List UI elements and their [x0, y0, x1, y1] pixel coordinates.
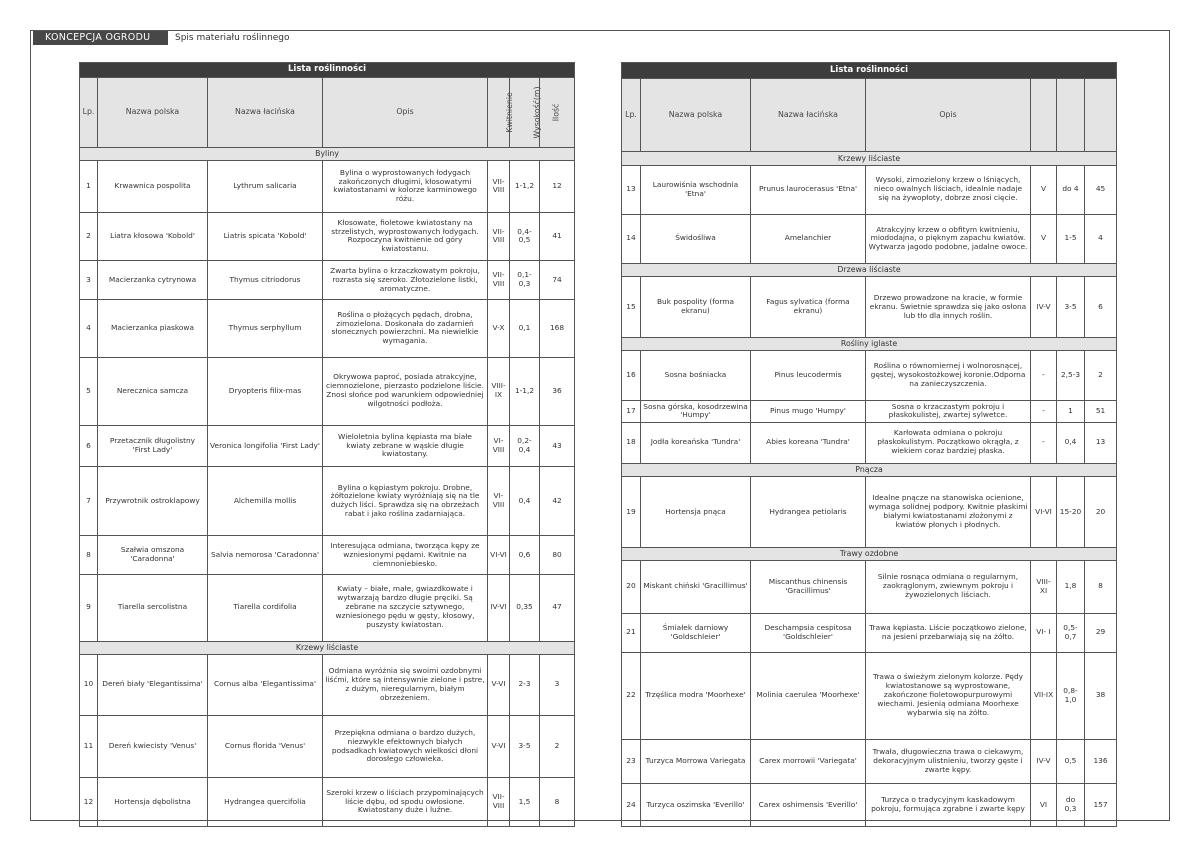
- cell-description: Szeroki krzew o liściach przypominających liście dębu, od spodu owłosione. Kwiatostany duże i luźne.: [323, 777, 488, 826]
- cell-quantity: 42: [540, 467, 575, 536]
- cell-lp: 5: [80, 357, 98, 425]
- cell-latin-name: Alchemilla mollis: [208, 467, 323, 536]
- table-row: [80, 467, 575, 536]
- cell-quantity: 168: [540, 300, 575, 357]
- cell-height: 0,5: [1057, 739, 1085, 784]
- col-polish-name-header: Nazwa polska: [641, 78, 751, 152]
- cell-latin-name: Hydrangea petiolaris: [751, 477, 866, 547]
- cell-polish-name: Buk pospolity (forma ekranu): [641, 277, 751, 337]
- cell-flowering: IV-V: [1031, 739, 1057, 784]
- category-row: [80, 641, 575, 654]
- table-header-row: [622, 78, 1117, 152]
- cell-description: Atrakcyjny krzew o obfitym kwitnieniu, miododajna, o pięknym zapachu kwiatów. Wytwarza jagodo podobne, jadalne owoce.: [866, 214, 1031, 263]
- cell-flowering: VI: [1031, 784, 1057, 827]
- cell-lp: 10: [80, 654, 98, 716]
- cell-description: Zwarta bylina o krzaczkowatym pokroju, rozrasta się szeroko. Złotozielone listki, aromatyczne.: [323, 260, 488, 299]
- category-row: [622, 463, 1117, 476]
- cell-polish-name: Macierzanka piaskowa: [98, 300, 208, 357]
- cell-polish-name: Przetacznik długolistny 'First Lady': [98, 425, 208, 466]
- table-row: [80, 357, 575, 425]
- cell-latin-name: Pinus leucodermis: [751, 351, 866, 401]
- cell-description: Drzewo prowadzone na kracie, w formie ekranu. Świetnie sprawdza się jako osłona lub tło dla innych roślin.: [866, 277, 1031, 337]
- cell-latin-name: Pinus mugo 'Humpy': [751, 401, 866, 422]
- cell-description: Kłosowate, fioletowe kwiatostany na strzelistych, wyprostowanych łodygach. Rozpoczyna kwitnienie od góry kwiatostanu.: [323, 213, 488, 261]
- cell-height: 1: [1057, 401, 1085, 422]
- table-row: [80, 425, 575, 466]
- cell-latin-name: Carex morrowii 'Variegata': [751, 739, 866, 784]
- cell-quantity: 4: [1085, 214, 1117, 263]
- cell-latin-name: Tiarella cordifolia: [208, 574, 323, 641]
- cell-description: Interesująca odmiana, tworząca kępy ze wzniesionymi pędami. Kwitnie na ciemnoniebiesko.: [323, 536, 488, 574]
- cell-quantity: 8: [540, 777, 575, 826]
- cell-lp: 11: [80, 716, 98, 778]
- col-latin-name-header: Nazwa łacińska: [751, 78, 866, 152]
- cell-polish-name: Sosna bośniacka: [641, 351, 751, 401]
- cell-height: 0,2-0,4: [510, 425, 540, 466]
- col-flowering-label: Kwitnienie: [504, 92, 514, 133]
- table-row: [80, 777, 575, 826]
- cell-quantity: 6: [1085, 277, 1117, 337]
- cell-lp: 18: [622, 422, 641, 463]
- cell-lp: 12: [80, 777, 98, 826]
- cell-lp: 13: [622, 165, 641, 214]
- cell-quantity: 29: [1085, 613, 1117, 652]
- category-label: Trawy ozdobne: [622, 547, 1117, 560]
- cell-polish-name: Świdośliwa: [641, 214, 751, 263]
- cell-lp: 7: [80, 467, 98, 536]
- plant-list-table-left: [79, 62, 575, 827]
- cell-height: do 4: [1057, 165, 1085, 214]
- page-subtitle: Spis materiału roślinnego: [175, 33, 290, 43]
- cell-description: Przepiękna odmiana o bardzo dużych, niezwykle efektownych białych podsadkach kwiatowych wielkości dłoni dorosłego człowieka.: [323, 716, 488, 778]
- cell-lp: 9: [80, 574, 98, 641]
- cell-lp: 19: [622, 477, 641, 547]
- cell-height: 0,35: [510, 574, 540, 641]
- cell-flowering: -: [1031, 351, 1057, 401]
- cell-description: Turzyca o tradycyjnym kaskadowym pokroju, formująca zgrabne i zwarte kępy: [866, 784, 1031, 827]
- cell-quantity: 2: [1085, 351, 1117, 401]
- cell-polish-name: Śmiałek darniowy 'Goldschleier': [641, 613, 751, 652]
- cell-height: 0,4: [1057, 422, 1085, 463]
- cell-latin-name: Cornus florida 'Venus': [208, 716, 323, 778]
- cell-description: Bylina o kępiastym pokroju. Drobne, żółtozielone kwiaty wyróżniają się na tle dużych liści. Sprawdza się na obrzeżach rabat i jako roślina zadarniająca.: [323, 467, 488, 536]
- cell-polish-name: Przywrotnik ostroklapowy: [98, 467, 208, 536]
- cell-latin-name: Hydrangea quercifolia: [208, 777, 323, 826]
- cell-latin-name: Lythrum salicaria: [208, 160, 323, 212]
- cell-polish-name: Szałwia omszona 'Caradonna': [98, 536, 208, 574]
- table-title: Lista roślinności: [80, 63, 575, 78]
- cell-polish-name: Dereń biały 'Elegantissima': [98, 654, 208, 716]
- category-label: Drzewa liściaste: [622, 264, 1117, 277]
- cell-description: Roślina o równomiernej i wolnorosnącej, gęstej, wysokostożkowej koronie.Odporna na zanieczyszczenia.: [866, 351, 1031, 401]
- cell-height: 1-1,2: [510, 160, 540, 212]
- cell-flowering: VII-VIII: [488, 777, 510, 826]
- cell-quantity: 51: [1085, 401, 1117, 422]
- cell-lp: 15: [622, 277, 641, 337]
- table-row: [622, 277, 1117, 337]
- cell-lp: 14: [622, 214, 641, 263]
- cell-flowering: VIII-IX: [488, 357, 510, 425]
- cell-lp: 16: [622, 351, 641, 401]
- cell-lp: 17: [622, 401, 641, 422]
- cell-latin-name: Prunus laurocerasus 'Etna': [751, 165, 866, 214]
- cell-height: 2,5-3: [1057, 351, 1085, 401]
- cell-height: do 0,3: [1057, 784, 1085, 827]
- cell-quantity: 45: [1085, 165, 1117, 214]
- table-row: [622, 477, 1117, 547]
- cell-latin-name: Amelanchier: [751, 214, 866, 263]
- cell-quantity: 2: [540, 716, 575, 778]
- category-label: Rośliny iglaste: [622, 337, 1117, 350]
- category-row: [622, 264, 1117, 277]
- cell-polish-name: Miskant chiński 'Gracillimus': [641, 561, 751, 613]
- cell-height: 0,8-1,0: [1057, 652, 1085, 739]
- cell-lp: 1: [80, 160, 98, 212]
- col-height-header: [1057, 78, 1085, 152]
- cell-description: Karłowata odmiana o pokroju płaskokulistym. Początkowo okrągła, z wiekiem coraz bardziej płaska.: [866, 422, 1031, 463]
- cell-polish-name: Turzyca oszimska 'Everillo': [641, 784, 751, 827]
- col-polish-name-header: Nazwa polska: [98, 77, 208, 147]
- cell-height: 0,1-0,3: [510, 260, 540, 299]
- cell-height: 0,4: [510, 467, 540, 536]
- cell-lp: 24: [622, 784, 641, 827]
- cell-flowering: V: [1031, 214, 1057, 263]
- table-row: [80, 300, 575, 357]
- cell-description: Wysoki, zimozielony krzew o lśniących, nieco owalnych liściach, idealnie nadaje się na żywopłoty, dobrze znosi cięcie.: [866, 165, 1031, 214]
- col-lp-header: Lp.: [80, 77, 98, 147]
- cell-flowering: IV-VI: [488, 574, 510, 641]
- cell-description: Roślina o płożących pędach, drobna, zimozielona. Doskonała do zadarnień słonecznych powierzchni. Ma niewielkie wymagania.: [323, 300, 488, 357]
- cell-flowering: VII-IX: [1031, 652, 1057, 739]
- cell-latin-name: Cornus alba 'Elegantissima': [208, 654, 323, 716]
- cell-latin-name: Thymus serphyllum: [208, 300, 323, 357]
- table-row: [80, 213, 575, 261]
- cell-flowering: V-VI: [488, 716, 510, 778]
- cell-flowering: VI-VI: [488, 536, 510, 574]
- category-label: Pnącza: [622, 463, 1117, 476]
- cell-description: Silnie rosnąca odmiana o regularnym, zaokrąglonym, zwiewnym pokroju i żywozielonych liściach.: [866, 561, 1031, 613]
- cell-description: Sosna o krzaczastym pokroju i płaskokulistej, zwartej sylwetce.: [866, 401, 1031, 422]
- cell-quantity: 20: [1085, 477, 1117, 547]
- cell-height: 0,4-0,5: [510, 213, 540, 261]
- category-label: Byliny: [80, 148, 575, 161]
- table-row: [80, 654, 575, 716]
- table-row: [622, 351, 1117, 401]
- cell-flowering: V: [1031, 165, 1057, 214]
- cell-height: 3-5: [510, 716, 540, 778]
- cell-height: 2-3: [510, 654, 540, 716]
- category-label: Krzewy liściaste: [80, 641, 575, 654]
- cell-lp: 21: [622, 613, 641, 652]
- table-row: [80, 160, 575, 212]
- cell-quantity: 157: [1085, 784, 1117, 827]
- table-row: [622, 165, 1117, 214]
- category-row: [622, 547, 1117, 560]
- cell-polish-name: Hortensja pnąca: [641, 477, 751, 547]
- cell-flowering: V-VI: [488, 654, 510, 716]
- cell-polish-name: Sosna górska, kosodrzewina 'Humpy': [641, 401, 751, 422]
- cell-flowering: VIII-XI: [1031, 561, 1057, 613]
- category-label: Krzewy liściaste: [622, 152, 1117, 165]
- cell-lp: 22: [622, 652, 641, 739]
- cell-quantity: 3: [540, 654, 575, 716]
- cell-latin-name: Thymus citriodorus: [208, 260, 323, 299]
- cell-flowering: IV-V: [1031, 277, 1057, 337]
- col-lp-header: Lp.: [622, 78, 641, 152]
- cell-description: Trawa o świeżym zielonym kolorze. Pędy kwiatostanowe są wyprostowane, zakończone fioletowopurpurowymi wiechami. Jesienią odmiana Moorhexe wybarwia się na żółto.: [866, 652, 1031, 739]
- cell-latin-name: Molinia caerulea 'Moorhexe': [751, 652, 866, 739]
- table-row: [80, 260, 575, 299]
- table-row: [80, 536, 575, 574]
- cell-polish-name: Nerecznica samcza: [98, 357, 208, 425]
- table-row: [622, 739, 1117, 784]
- table-title-row: [622, 63, 1117, 79]
- cell-latin-name: Deschampsia cespitosa 'Goldschleier': [751, 613, 866, 652]
- cell-height: 1,8: [1057, 561, 1085, 613]
- cell-lp: 8: [80, 536, 98, 574]
- category-row: [80, 148, 575, 161]
- cell-quantity: 36: [540, 357, 575, 425]
- col-quantity-header: [540, 77, 575, 147]
- col-flowering-header: [488, 77, 514, 147]
- table-title-row: [80, 63, 575, 78]
- cell-quantity: 13: [1085, 422, 1117, 463]
- cell-latin-name: Fagus sylvatica (forma ekranu): [751, 277, 866, 337]
- cell-flowering: -: [1031, 422, 1057, 463]
- table-header-row: [80, 77, 575, 147]
- cell-height: 3-5: [1057, 277, 1085, 337]
- cell-latin-name: Miscanthus chinensis 'Gracillimus': [751, 561, 866, 613]
- col-flowering-header: [1031, 78, 1057, 152]
- cell-description: Idealne pnącze na stanowiska ocienione, wymaga solidnej podpory. Kwitnie płaskimi białymi kwiatostanami złożonymi z kwiatów płonych i płodnych.: [866, 477, 1031, 547]
- cell-description: Wieloletnia bylina kępiasta ma białe kwiaty zebrane w wąskie długie kwiatostany.: [323, 425, 488, 466]
- cell-polish-name: Macierzanka cytrynowa: [98, 260, 208, 299]
- col-latin-name-header: Nazwa łacińska: [208, 77, 323, 147]
- cell-description: Trawa kępiasta. Liście początkowo zielone, na jesieni przebarwiają się na żółto.: [866, 613, 1031, 652]
- cell-height: 1-1,2: [510, 357, 540, 425]
- cell-quantity: 41: [540, 213, 575, 261]
- cell-lp: 2: [80, 213, 98, 261]
- table-row: [622, 561, 1117, 613]
- category-row: [622, 337, 1117, 350]
- cell-flowering: V-X: [488, 300, 510, 357]
- cell-height: 0,6: [510, 536, 540, 574]
- cell-polish-name: Krwawnica pospolita: [98, 160, 208, 212]
- cell-lp: 3: [80, 260, 98, 299]
- cell-quantity: 8: [1085, 561, 1117, 613]
- cell-flowering: VI-VIII: [488, 425, 510, 466]
- cell-quantity: 136: [1085, 739, 1117, 784]
- cell-flowering: VII-VIII: [488, 260, 510, 299]
- cell-quantity: 47: [540, 574, 575, 641]
- cell-latin-name: Veronica longifolia 'First Lady': [208, 425, 323, 466]
- cell-polish-name: Hortensja dębolistna: [98, 777, 208, 826]
- cell-flowering: -: [1031, 401, 1057, 422]
- cell-height: 0,1: [510, 300, 540, 357]
- cell-quantity: 12: [540, 160, 575, 212]
- cell-lp: 20: [622, 561, 641, 613]
- cell-polish-name: Trzęślica modra 'Moorhexe': [641, 652, 751, 739]
- cell-flowering: VII-VIII: [488, 160, 510, 212]
- col-quantity-label: Ilość: [551, 103, 561, 122]
- cell-height: 1-5: [1057, 214, 1085, 263]
- cell-description: Kwiaty – białe, małe, gwiazdkowate i wytwarzają bardzo długie pręciki. Są zebrane na szczycie sztywnego, wzniesionego pędu w gęsty, kłosowy, puszysty kwiatostan.: [323, 574, 488, 641]
- cell-flowering: VI- I: [1031, 613, 1057, 652]
- cell-lp: 6: [80, 425, 98, 466]
- cell-height: 1,5: [510, 777, 540, 826]
- cell-polish-name: Jodła koreańska 'Tundra': [641, 422, 751, 463]
- cell-latin-name: Carex oshimensis 'Everillo': [751, 784, 866, 827]
- table-row: [80, 574, 575, 641]
- col-description-header: Opis: [866, 78, 1031, 152]
- col-quantity-header: [1085, 78, 1117, 152]
- cell-flowering: VI-VI: [1031, 477, 1057, 547]
- cell-latin-name: Dryopteris filix-mas: [208, 357, 323, 425]
- cell-description: Odmiana wyróżnia się swoimi ozdobnymi liśćmi, które są intensywnie zielone i pstre, z dużym, nieregularnym, białym obrzeżeniem.: [323, 654, 488, 716]
- category-row: [622, 152, 1117, 165]
- cell-polish-name: Tiarella sercolistna: [98, 574, 208, 641]
- cell-flowering: VI-VIII: [488, 467, 510, 536]
- cell-description: Okrywowa paproć, posiada atrakcyjne, ciemnozielone, pierzasto podzielone liście. Znosi słońce pod warunkiem odpowiedniej wilgotności podłoża.: [323, 357, 488, 425]
- cell-lp: 4: [80, 300, 98, 357]
- table-row: [622, 401, 1117, 422]
- cell-height: 15-20: [1057, 477, 1085, 547]
- cell-lp: 23: [622, 739, 641, 784]
- cell-polish-name: Laurowiśnia wschodnia 'Etna': [641, 165, 751, 214]
- table-row: [622, 613, 1117, 652]
- cell-latin-name: Liatris spicata 'Kobold': [208, 213, 323, 261]
- table-row: [80, 716, 575, 778]
- cell-quantity: 43: [540, 425, 575, 466]
- cell-polish-name: Liatra kłosowa 'Kobold': [98, 213, 208, 261]
- cell-polish-name: Dereń kwiecisty 'Venus': [98, 716, 208, 778]
- cell-quantity: 74: [540, 260, 575, 299]
- cell-polish-name: Turzyca Morrowa Variegata: [641, 739, 751, 784]
- cell-latin-name: Salvia nemorosa 'Caradonna': [208, 536, 323, 574]
- plant-list-table-right: [621, 62, 1117, 827]
- col-height-label: Wysokość(m): [532, 86, 542, 139]
- cell-quantity: 38: [1085, 652, 1117, 739]
- table-row: [622, 652, 1117, 739]
- table-row: [622, 784, 1117, 827]
- cell-description: Bylina o wyprostowanych łodygach zakończonych długimi, kłosowatymi kwiatostanami w kolorze karminowego różu.: [323, 160, 488, 212]
- table-row: [622, 422, 1117, 463]
- table-title: Lista roślinności: [622, 63, 1117, 79]
- section-label: KONCEPCJA OGRODU: [33, 31, 168, 45]
- cell-latin-name: Abies koreana 'Tundra': [751, 422, 866, 463]
- cell-height: 0,5-0,7: [1057, 613, 1085, 652]
- cell-quantity: 80: [540, 536, 575, 574]
- table-row: [622, 214, 1117, 263]
- cell-description: Trwała, długowieczna trawa o ciekawym, dekoracyjnym ulistnieniu, tworzy gęste i zwarte kępy.: [866, 739, 1031, 784]
- cell-flowering: VII-VIII: [488, 213, 510, 261]
- col-description-header: Opis: [323, 77, 488, 147]
